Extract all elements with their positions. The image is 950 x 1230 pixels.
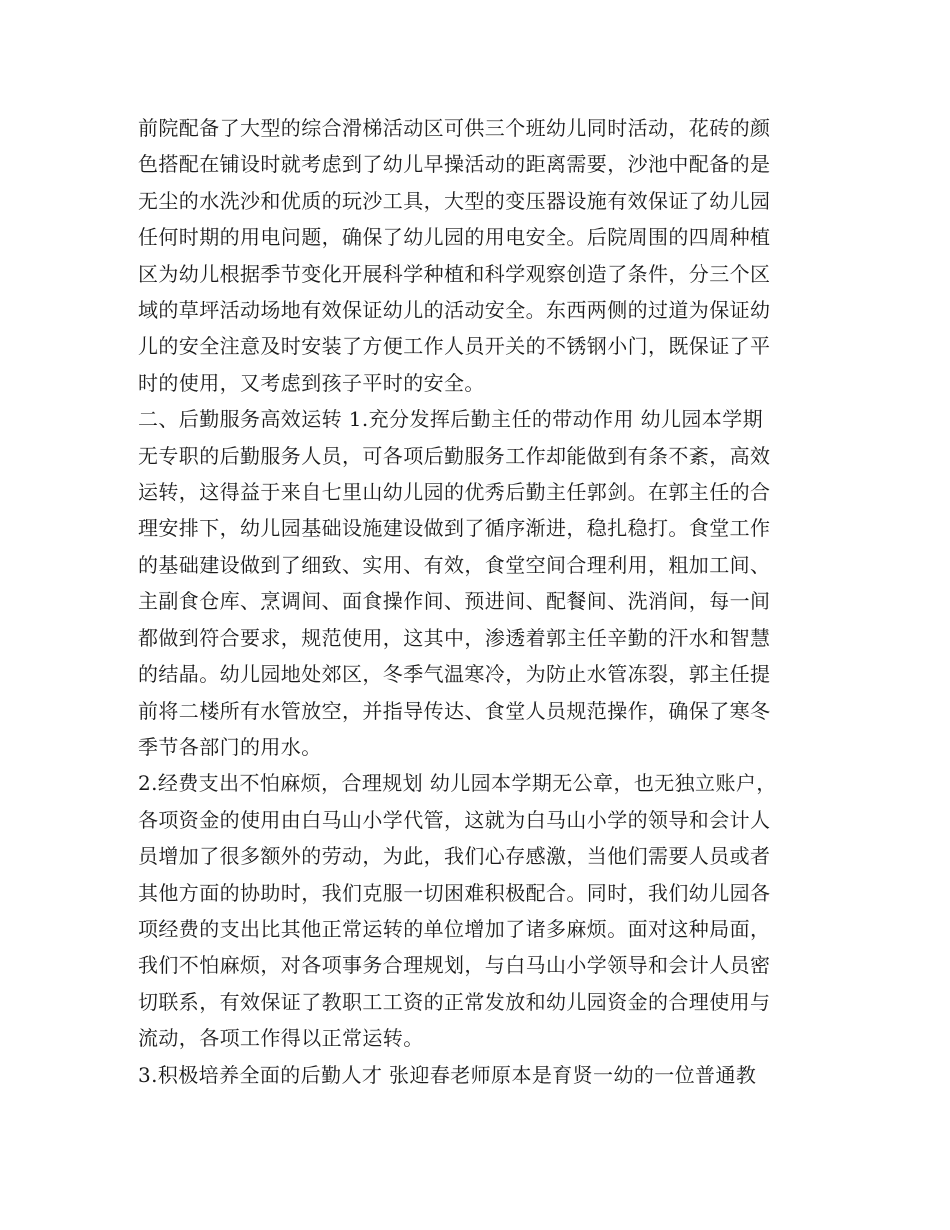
text-line: 切联系，有效保证了教职工工资的正常发放和幼儿园资金的合理使用与 [138,989,771,1014]
text-line: 无专职的后勤服务人员，可各项后勤服务工作却能做到有条不紊，高效 [138,443,771,468]
text-line: 理安排下，幼儿园基础设施建设做到了循序渐进，稳扎稳打。食堂工作 [138,516,771,541]
paragraph-talent [138,1057,822,1093]
text-line: 员增加了很多额外的劳动，为此，我们心存感激，当他们需要人员或者 [138,844,771,869]
text-line: 其他方面的协助时，我们克服一切困难积极配合。同时，我们幼儿园各 [138,880,771,905]
text-line: 我们不怕麻烦，对各项事务合理规划，与白马山小学领导和会计人员密 [138,953,771,978]
text-line: 各项资金的使用由白马山小学代管，这就为白马山小学的领导和会计人 [138,807,771,832]
subsection-heading-line: 3.积极培养全面的后勤人才 张迎春老师原本是育贤一幼的一位普通教 [138,1062,757,1087]
section-heading-line: 二、后勤服务高效运转 1.充分发挥后勤主任的带动作用 幼儿园本学期 [138,407,763,432]
text-line: 儿的安全注意及时安装了方便工作人员开关的不锈钢小门，既保证了平 [138,334,771,359]
paragraph-budget [138,765,822,1056]
document-body [138,110,822,1093]
text-line: 时的使用，又考虑到孩子平时的安全。 [138,370,485,395]
paragraph-logistics-service [138,401,822,765]
text-line: 任何时期的用电问题，确保了幼儿园的用电安全。后院周围的四周种植 [138,225,771,250]
text-line: 前将二楼所有水管放空，并指导传达、食堂人员规范操作，确保了寒冬 [138,698,771,723]
text-line: 域的草坪活动场地有效保证幼儿的活动安全。东西两侧的过道为保证幼 [138,298,771,323]
subsection-heading-line: 2.经费支出不怕麻烦，合理规划 幼儿园本学期无公章，也无独立账户， [138,771,777,796]
text-line: 主副食仓库、烹调间、面食操作间、预进间、配餐间、洗消间，每一间 [138,589,771,614]
text-line: 项经费的支出比其他正常运转的单位增加了诸多麻烦。面对这种局面， [138,916,771,941]
text-line: 都做到符合要求，规范使用，这其中，渗透着郭主任辛勤的汗水和智慧 [138,625,771,650]
text-line: 的基础建设做到了细致、实用、有效，食堂空间合理利用，粗加工间、 [138,552,771,577]
text-line: 无尘的水洗沙和优质的玩沙工具，大型的变压器设施有效保证了幼儿园 [138,188,771,213]
text-line: 流动，各项工作得以正常运转。 [138,1026,424,1051]
text-line: 色搭配在铺设时就考虑到了幼儿早操活动的距离需要，沙池中配备的是 [138,152,771,177]
paragraph-facilities [138,110,822,401]
text-line: 的结晶。幼儿园地处郊区，冬季气温寒冷，为防止水管冻裂，郭主任提 [138,662,771,687]
text-line: 区为幼儿根据季节变化开展科学种植和科学观察创造了条件，分三个区 [138,261,771,286]
text-line: 运转，这得益于来自七里山幼儿园的优秀后勤主任郭剑。在郭主任的合 [138,480,771,505]
text-line: 前院配备了大型的综合滑梯活动区可供三个班幼儿同时活动，花砖的颜 [138,116,771,140]
text-line: 季节各部门的用水。 [138,734,322,759]
